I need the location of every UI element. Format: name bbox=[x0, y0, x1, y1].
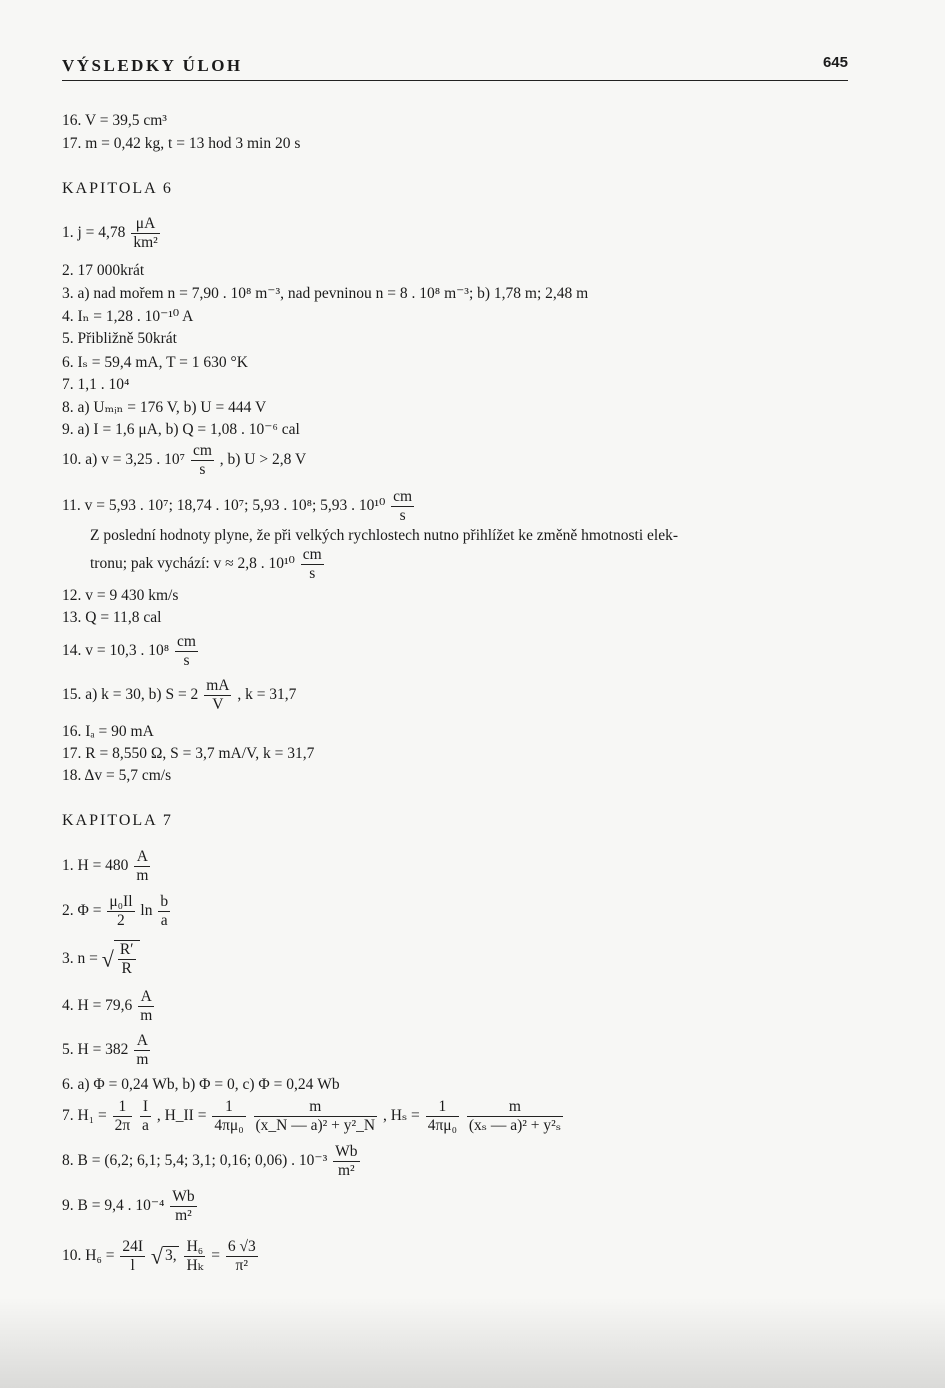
ch6-answer-6: 6. Iₛ = 59,4 mA, T = 1 630 °K bbox=[62, 354, 248, 371]
square-root-icon: √ bbox=[150, 1243, 163, 1269]
ch6-answer-15: 15. a) k = 30, b) S = 2 $\frac{mA}{V}$ , k = 31,7 bbox=[62, 677, 297, 713]
ch6-answer-12: 12. v = 9 430 km/s bbox=[62, 587, 179, 604]
ch7-answer-7: 7. H₁ = $\frac{1}{2\pi}$ $\frac{I}{a}$ , H_II = $\frac{1}{\text{4πμ₀}}$ $\frac{m}{\text{(x\_N — a)² + y²\_N}}$ , Hₛ = $\frac{1}{\text{4πμ₀}}$ $\frac{m}{\text{(xₛ — a)² + y²ₛ}}$ bbox=[62, 1098, 562, 1134]
ch6-answer-5: 5. Přibližně 50krát bbox=[62, 330, 177, 347]
ch6-answer-2: 2. 17 000krát bbox=[62, 262, 145, 279]
answer-16: 16. V = 39,5 cm³ bbox=[62, 112, 167, 129]
ch6-answer-9: 9. a) I = 1,6 μA, b) Q = 1,08 . 10⁻⁶ cal bbox=[62, 421, 300, 438]
chapter-6-title: KAPITOLA 6 bbox=[62, 180, 173, 197]
ch6-answer-18: 18. Δv = 5,7 cm/s bbox=[62, 767, 172, 784]
ch7-answer-1: 1. H = 480 $\frac{A}{m}$ bbox=[62, 848, 149, 884]
ch7-answer-4: 4. H = 79,6 $\frac{A}{m}$ bbox=[62, 988, 153, 1024]
ch6-answer-16: 16. Iₐ = 90 mA bbox=[62, 723, 154, 740]
page-bottom-shadow bbox=[0, 1298, 945, 1388]
ch7-answer-9: 9. B = 9,4 . 10⁻⁴ $\frac{Wb}{\text{m²}}$ bbox=[62, 1188, 195, 1224]
running-head: VÝSLEDKY ÚLOH bbox=[62, 56, 243, 75]
ch7-answer-8: 8. B = (6,2; 6,1; 5,4; 3,1; 0,16; 0,06) . 10⁻³ $\frac{Wb}{\text{m²}}$ bbox=[62, 1143, 358, 1179]
ch7-answer-10: 10. H₆ = $\frac{24I}{l}$ √ 3, $\frac{\text{H₆}}{\text{Hₖ}}$ = $\frac{6 √3}{\text{π²}}$ bbox=[62, 1238, 256, 1274]
ch6-answer-11-note: Z poslední hodnoty plyne, že při velkých rychlostech nutno přihlížet ke změně hmotnosti elek- bbox=[90, 527, 678, 544]
ch6-answer-4: 4. Iₙ = 1,28 . 10⁻¹⁰ A bbox=[62, 308, 194, 325]
ch6-answer-11-note-cont: tronu; pak vychází: v ≈ 2,8 . 10¹⁰ $\frac{cm}{s}$ bbox=[90, 546, 322, 582]
ch6-answer-8: 8. a) Uₘᵢₙ = 176 V, b) U = 444 V bbox=[62, 399, 267, 416]
ch7-answer-5: 5. H = 382 $\frac{A}{m}$ bbox=[62, 1032, 149, 1068]
square-root-icon: √ bbox=[101, 946, 114, 972]
answer-17: 17. m = 0,42 kg, t = 13 hod 3 min 20 s bbox=[62, 135, 301, 152]
ch7-answer-3: 3. n = √ $\frac{R'}{R}$ bbox=[62, 940, 140, 978]
ch6-answer-14: 14. v = 10,3 . 10⁸ $\frac{cm}{s}$ bbox=[62, 633, 196, 669]
ch7-answer-2: 2. Φ = $\frac{\text{μ₀Il}}{2}$ ln $\frac{b}{a}$ bbox=[62, 893, 169, 929]
ch6-answer-17: 17. R = 8,550 Ω, S = 3,7 mA/V, k = 31,7 bbox=[62, 745, 315, 762]
ch6-answer-10: 10. a) v = 3,25 . 10⁷ $\frac{cm}{s}$ , b) U > 2,8 V bbox=[62, 442, 307, 478]
ch6-answer-7: 7. 1,1 . 10⁴ bbox=[62, 376, 130, 393]
ch6-answer-1: 1. j = 4,78 $\frac{\mu A}{\text{km²}}$ bbox=[62, 215, 158, 251]
ch7-answer-6: 6. a) Φ = 0,24 Wb, b) Φ = 0, c) Φ = 0,24 Wb bbox=[62, 1076, 340, 1093]
ch6-answer-11: 11. v = 5,93 . 10⁷; 18,74 . 10⁷; 5,93 . 10⁸; 5,93 . 10¹⁰ $\frac{cm}{s}$ bbox=[62, 488, 413, 524]
ch6-answer-13: 13. Q = 11,8 cal bbox=[62, 609, 162, 626]
page-header bbox=[62, 54, 848, 81]
ch6-answer-3: 3. a) nad mořem n = 7,90 . 10⁸ m⁻³, nad pevninou n = 8 . 10⁸ m⁻³; b) 1,78 m; 2,48 m bbox=[62, 285, 589, 302]
page-number: 645 bbox=[822, 54, 848, 71]
chapter-7-title: KAPITOLA 7 bbox=[62, 812, 173, 829]
